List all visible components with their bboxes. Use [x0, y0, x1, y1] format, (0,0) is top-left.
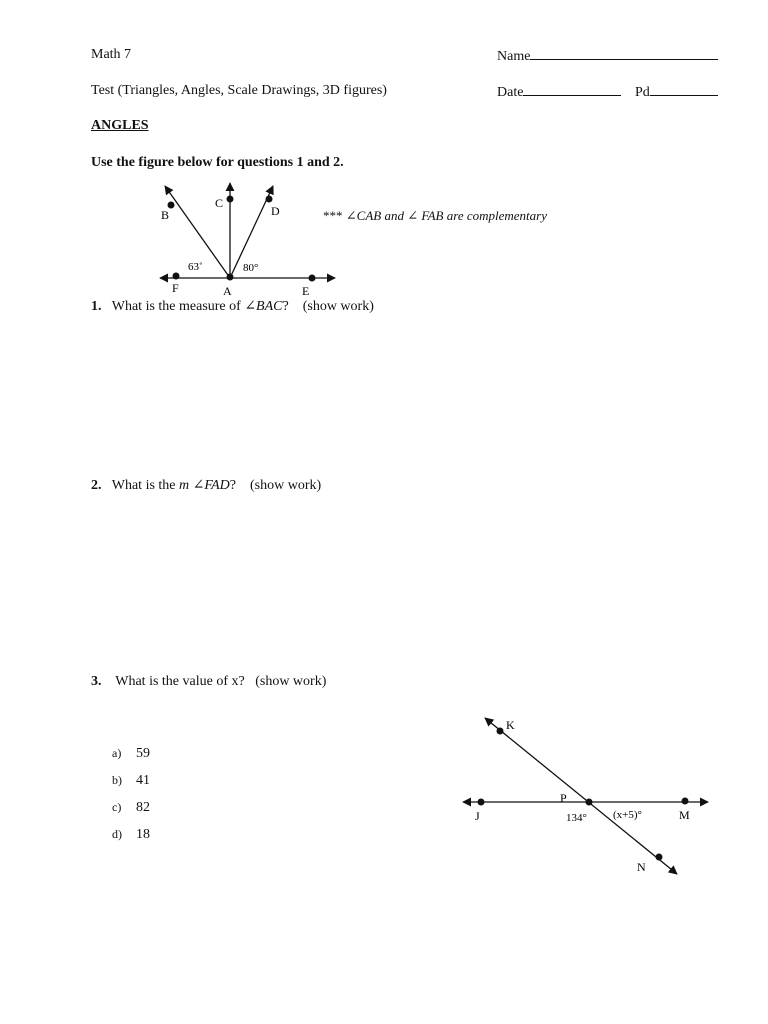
- note-angle-fab: ∠ FAB: [407, 208, 444, 223]
- point-j: [478, 799, 485, 806]
- question-3-text: What is the value of x?: [115, 674, 245, 689]
- choice-b-value: 41: [136, 773, 150, 788]
- label-a: A: [223, 284, 232, 298]
- question-1-work: (show work): [302, 299, 374, 314]
- choice-d-value: 18: [136, 827, 150, 842]
- test-title: Test (Triangles, Angles, Scale Drawings, 3D figures): [91, 83, 387, 98]
- point-k: [497, 728, 504, 735]
- question-3-number: 3.: [91, 674, 102, 689]
- label-p: P: [560, 791, 567, 805]
- point-e: [309, 275, 316, 282]
- note-prefix: ***: [323, 208, 343, 223]
- point-n: [656, 854, 663, 861]
- label-d: D: [271, 204, 280, 218]
- point-p: [586, 799, 593, 806]
- section-instruction: Use the figure below for questions 1 and 2.: [91, 155, 344, 170]
- choice-c[interactable]: [112, 799, 150, 826]
- question-1-qmark: ?: [282, 299, 289, 314]
- angle-figure-2: [455, 712, 720, 882]
- answer-choices: [112, 745, 150, 853]
- choice-b[interactable]: [112, 772, 150, 799]
- point-c: [227, 196, 234, 203]
- complementary-note: [323, 208, 547, 224]
- note-angle-cab: ∠CAB: [345, 208, 382, 223]
- point-m: [682, 798, 689, 805]
- question-2-qmark: ?: [229, 478, 236, 493]
- question-2: [91, 477, 321, 494]
- question-2-work: (show work): [249, 478, 322, 493]
- choice-c-letter: c): [112, 800, 122, 814]
- question-1-number: 1.: [91, 299, 102, 314]
- question-1-math: ∠BAC: [244, 299, 283, 314]
- note-and: and: [384, 208, 404, 223]
- date-field[interactable]: [497, 83, 621, 101]
- choice-c-value: 82: [136, 800, 150, 815]
- angle-label-x-plus-5: (x+5)°: [613, 809, 642, 821]
- question-1-text: What is the measure of: [111, 299, 241, 314]
- label-j: J: [475, 809, 480, 823]
- line-kn: [485, 718, 677, 874]
- period-blank[interactable]: [650, 83, 718, 96]
- note-suffix: are complementary: [446, 208, 547, 223]
- name-label: Name: [497, 49, 531, 64]
- point-d: [266, 196, 273, 203]
- label-f: F: [172, 281, 179, 295]
- point-a: [227, 274, 234, 281]
- question-3: [91, 674, 326, 690]
- choice-a[interactable]: [112, 745, 150, 772]
- question-1: [91, 298, 374, 315]
- label-e: E: [302, 284, 310, 298]
- angle-label-134: 134°: [566, 812, 587, 824]
- choice-b-letter: b): [112, 773, 122, 787]
- label-n: N: [637, 860, 646, 874]
- choice-d-letter: d): [112, 827, 122, 841]
- name-blank[interactable]: [530, 47, 718, 60]
- angle-figure-1: [150, 178, 350, 298]
- point-f: [173, 273, 180, 280]
- angle-label-80: 80°: [243, 262, 259, 274]
- question-2-number: 2.: [91, 478, 102, 493]
- date-label: Date: [497, 85, 524, 100]
- choice-a-value: 59: [136, 746, 150, 761]
- label-c: C: [215, 196, 224, 210]
- question-2-math: m ∠FAD: [179, 478, 230, 493]
- choice-a-letter: a): [112, 746, 122, 760]
- question-2-text: What is the: [111, 478, 176, 493]
- course-title: Math 7: [91, 47, 132, 62]
- section-title: ANGLES: [91, 118, 149, 133]
- label-m: M: [679, 808, 690, 822]
- date-blank[interactable]: [523, 83, 621, 96]
- period-field[interactable]: [635, 83, 718, 101]
- choice-d[interactable]: [112, 826, 150, 853]
- angle-label-63: 63˚: [188, 261, 203, 273]
- label-k: K: [506, 718, 515, 732]
- period-label: Pd: [635, 85, 650, 100]
- question-3-work: (show work): [255, 674, 327, 689]
- label-b: B: [161, 208, 170, 222]
- name-field[interactable]: [497, 47, 718, 65]
